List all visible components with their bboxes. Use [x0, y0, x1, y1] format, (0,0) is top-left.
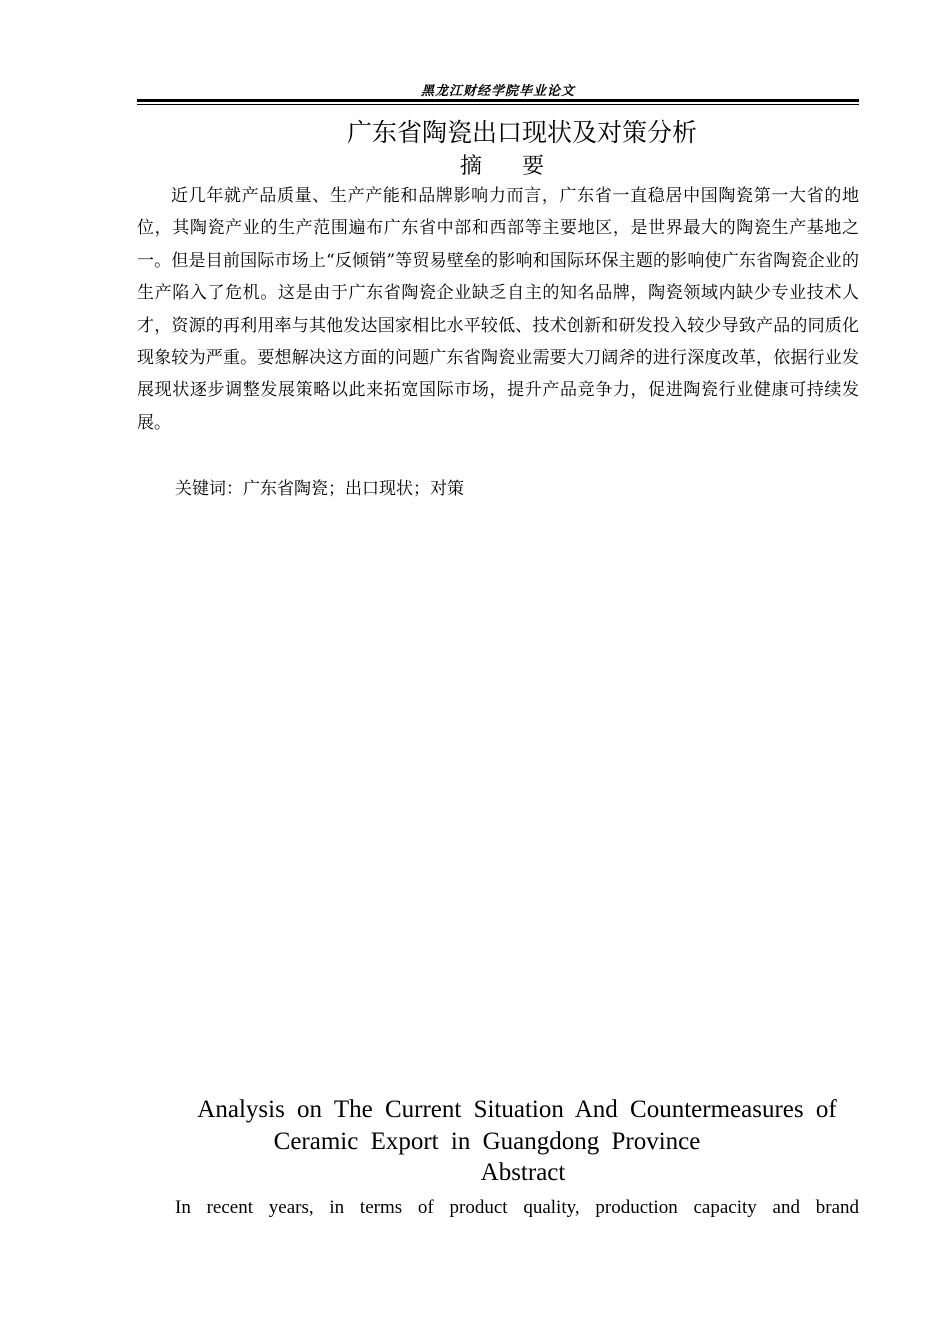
header-rule-thick	[137, 99, 859, 102]
english-title-line-2: Ceramic Export in Guangdong Province	[273, 1128, 701, 1155]
keywords-value: 广东省陶瓷；出口现状；对策	[243, 479, 464, 499]
running-header: 黑龙江财经学院毕业论文	[420, 84, 575, 99]
chinese-abstract-body: 近几年就产品质量、生产产能和品牌影响力而言，广东省一直稳居中国陶瓷第一大省的地位，其陶瓷产业的生产范围遍布广东省中部和西部等主要地区，是世界最大的陶瓷生产基地之一。但是目前国际市场上“反倾销”等贸易壁垒的影响和国际环保主题的影响使广东省陶瓷企业的生产陷入了危机。这是由于广东省陶瓷企业缺乏自主的知名品牌，陶瓷领域内缺少专业技术人才，资源的再利用率与其他发达国家相比水平较低、技术创新和研发投入较少导致产品的同质化现象较为严重。要想解决这方面的问题广东省陶瓷业需要大刀阔斧的进行深度改革，依据行业发展现状逐步调整发展策略以此来拓宽国际市场，提升产品竞争力，促进陶瓷行业健康可持续发展。	[137, 186, 859, 433]
english-abstract-body: In recent years, in terms of product quality, production capacity and brand	[175, 1197, 859, 1218]
chinese-title: 广东省陶瓷出口现状及对策分析	[346, 118, 697, 147]
keywords-line	[175, 474, 859, 499]
english-abstract-heading: Abstract	[480, 1159, 566, 1186]
header-rule-thin	[137, 104, 859, 105]
chinese-abstract-heading: 摘要	[459, 154, 584, 179]
english-title-line-1: Analysis on The Current Situation And Countermeasures of	[197, 1096, 837, 1123]
keywords-label: 关键词：	[175, 479, 243, 499]
english-title	[175, 1094, 859, 1158]
